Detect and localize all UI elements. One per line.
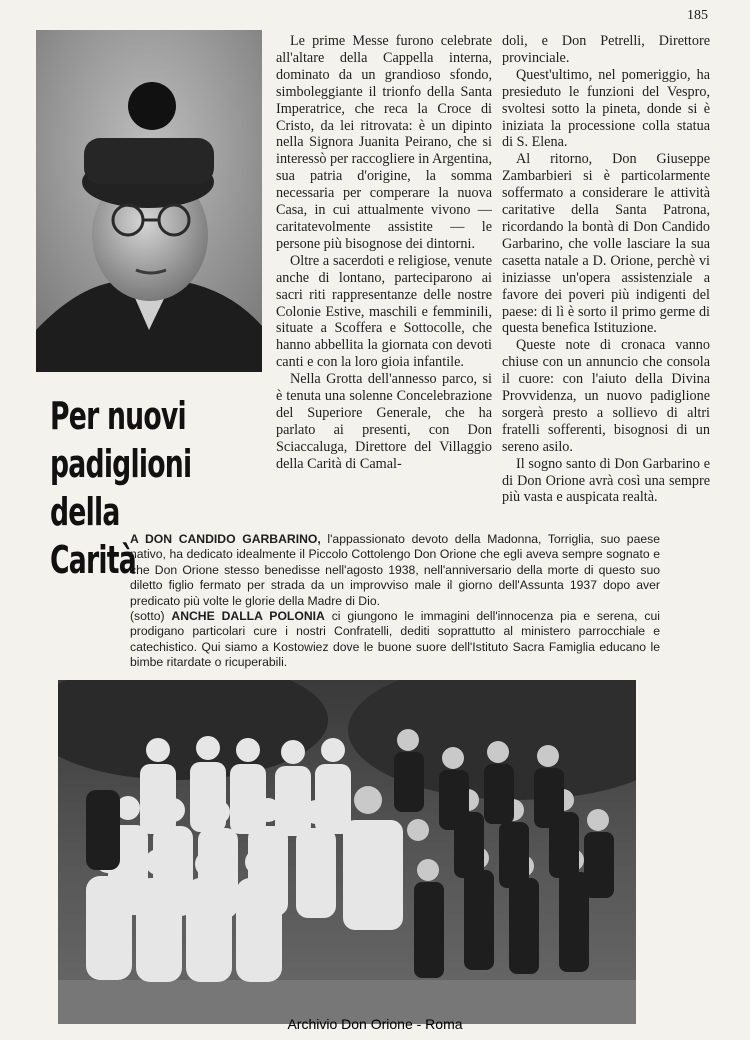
- portrait-photo: [36, 30, 262, 372]
- caption-lead: A DON CANDIDO GARBARINO,: [130, 532, 321, 546]
- headline-line: della Carità: [50, 490, 136, 582]
- headline-line: padiglioni: [50, 442, 192, 486]
- archive-footer: Archivio Don Orione - Roma: [287, 1016, 463, 1032]
- caption-paragraph: [130, 532, 660, 609]
- paragraph: Il sogno santo di Don Garbarino e di Don Orione avrà così una sempre più vasta e auspicata realtà.: [502, 455, 710, 506]
- paragraph: Al ritorno, Don Giuseppe Zambarbieri si è particolarmente soffermato a considerare le attività caritative della Santa Patrona, ricordando la bontà di Don Candido Garbarino, che volle lasciare la sua casetta natale a D. Orione, perchè vi iniziasse un'opera assistenziale a favore dei poveri più indigenti del paese: di lì è sorto il primo germe di questa benefica Istituzione.: [502, 151, 710, 337]
- caption-prefix: (sotto): [130, 609, 172, 624]
- paragraph: Le prime Messe furono celebrate all'altare della Cappella interna, dominato da un grandioso sfondo, simboleggiante il trionfo della Santa Imperatrice, che reca la Croce di Cristo, da lei ritrovata: è un dipinto nella Signora Juanita Peirano, che si interessò per raccogliere in Argentina, sua patria d'origine, la somma necessaria per comperare la nuova Casa, in cui attualmente vivono — caritatevolmente assistite — le persone più bisognose dei dintorni.: [276, 33, 493, 252]
- paragraph: Nella Grotta dell'annesso parco, si è tenuta una solenne Concelebrazione del Superiore Generale, che ha parlato ai presenti, con Don Sciaccaluga, Direttore del Villaggio della Carità di Camal-: [276, 371, 492, 472]
- caption-paragraph: [130, 609, 660, 671]
- caption-lead: ANCHE DALLA POLONIA: [171, 609, 325, 624]
- paragraph: Queste note di cronaca vanno chiuse con un annuncio che consola il cuore: con l'aiuto della Divina Provvidenza, un nuovo padiglione sorgerà presto a sollievo di altri fratelli sofferenti, bisognosi di un sereno asilo.: [502, 337, 710, 455]
- article-column-1: [276, 33, 492, 473]
- headline-line: Per nuovi: [50, 394, 186, 438]
- photo-caption: [130, 532, 660, 671]
- page-number: 185: [687, 8, 708, 23]
- paragraph: Oltre a sacerdoti e religiose, venute anche di lontano, parteciparono ai sacri riti rappresentanze delle nostre Colonie Estive, maschili e femminili, situate a Scoffera e Sottocolle, che hanno abbellita la giornata con devoti canti e con la loro gioia infantile.: [276, 252, 492, 371]
- paragraph: Quest'ultimo, nel pomeriggio, ha presieduto le funzioni del Vespro, svoltesi sotto la pineta, donde si è iniziata la processione colla statua di S. Elena.: [502, 66, 710, 151]
- paragraph-continuation: doli, e Don Petrelli, Direttore provinciale.: [502, 33, 710, 66]
- group-photo: [58, 680, 636, 1024]
- caption-text: ci giungono le immagini dell'innocenza pia e serena, cui prodigano particolari cure i nostri Confratelli, dediti soprattutto al ministero parrocchiale e catechistico. Qui siamo a Kostowiez dove le buone suore dell'Istituto Sacra Famiglia educano le bimbe ritardate o ricuperabili.: [130, 609, 660, 670]
- caption-text: l'appassionato devoto della Madonna, Torriglia, suo paese nativo, ha dedicato idealmente il Piccolo Cottolengo Don Orione che egli aveva sempre sognato e che Don Orione stesso benedisse nell'agosto 1938, nell'anniversario della morte di questo suo diletto figlio fermato per strada da un improvviso male il giorno dell'Assunta 1937 dopo aver predicato più volte le glorie della Madre di Dio.: [130, 532, 660, 608]
- article-column-2: [502, 33, 710, 506]
